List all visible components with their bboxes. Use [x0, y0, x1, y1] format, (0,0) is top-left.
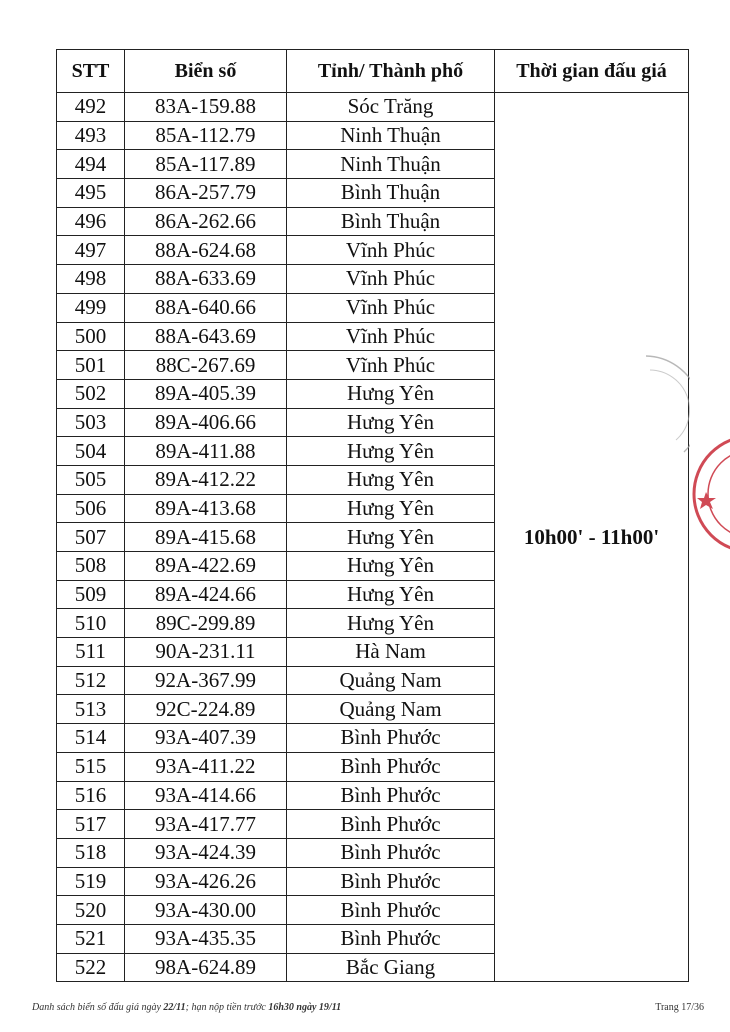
row-stt: 520 — [57, 896, 125, 925]
row-stt: 496 — [57, 207, 125, 236]
row-stt: 500 — [57, 322, 125, 351]
row-plate: 86A-262.66 — [125, 207, 287, 236]
header-time: Thời gian đấu giá — [495, 50, 689, 93]
row-province: Quảng Nam — [287, 695, 495, 724]
row-province: Sóc Trăng — [287, 93, 495, 122]
row-stt: 507 — [57, 523, 125, 552]
row-stt: 493 — [57, 121, 125, 150]
footer-note: Danh sách biển số đấu giá ngày 22/11; hạn nộp tiền trước 16h30 ngày 19/11 — [32, 1002, 342, 1013]
table-header-row — [57, 50, 689, 93]
row-province: Bình Thuận — [287, 179, 495, 208]
row-plate: 93A-424.39 — [125, 838, 287, 867]
row-stt: 494 — [57, 150, 125, 179]
row-province: Hưng Yên — [287, 523, 495, 552]
table-body — [57, 93, 689, 982]
header-province: Tỉnh/ Thành phố — [287, 50, 495, 93]
row-stt: 492 — [57, 93, 125, 122]
table-row — [57, 93, 689, 122]
row-province: Hưng Yên — [287, 408, 495, 437]
row-stt: 511 — [57, 638, 125, 667]
row-plate: 89C-299.89 — [125, 609, 287, 638]
header-plate: Biển số — [125, 50, 287, 93]
row-province: Vĩnh Phúc — [287, 236, 495, 265]
row-province: Ninh Thuận — [287, 150, 495, 179]
row-stt: 499 — [57, 293, 125, 322]
row-plate: 89A-411.88 — [125, 437, 287, 466]
row-stt: 521 — [57, 924, 125, 953]
row-province: Bình Phước — [287, 838, 495, 867]
row-province: Hưng Yên — [287, 552, 495, 581]
row-stt: 512 — [57, 666, 125, 695]
row-province: Hưng Yên — [287, 580, 495, 609]
row-plate: 85A-112.79 — [125, 121, 287, 150]
row-plate: 89A-412.22 — [125, 465, 287, 494]
row-province: Hưng Yên — [287, 465, 495, 494]
row-stt: 504 — [57, 437, 125, 466]
row-province: Bình Phước — [287, 810, 495, 839]
row-plate: 88A-633.69 — [125, 265, 287, 294]
row-plate: 93A-414.66 — [125, 781, 287, 810]
row-stt: 516 — [57, 781, 125, 810]
page-footer — [32, 1002, 704, 1020]
row-plate: 93A-417.77 — [125, 810, 287, 839]
row-province: Hưng Yên — [287, 379, 495, 408]
row-province: Vĩnh Phúc — [287, 322, 495, 351]
row-plate: 88C-267.69 — [125, 351, 287, 380]
row-stt: 517 — [57, 810, 125, 839]
auction-time: 10h00' - 11h00' — [495, 93, 689, 982]
row-stt: 519 — [57, 867, 125, 896]
row-stt: 498 — [57, 265, 125, 294]
row-province: Bình Thuận — [287, 207, 495, 236]
row-stt: 515 — [57, 752, 125, 781]
row-province: Vĩnh Phúc — [287, 351, 495, 380]
row-plate: 83A-159.88 — [125, 93, 287, 122]
official-seal — [690, 432, 730, 562]
row-stt: 518 — [57, 838, 125, 867]
row-province: Bình Phước — [287, 867, 495, 896]
row-province: Bắc Giang — [287, 953, 495, 982]
row-plate: 92A-367.99 — [125, 666, 287, 695]
row-stt: 503 — [57, 408, 125, 437]
row-province: Bình Phước — [287, 924, 495, 953]
row-stt: 495 — [57, 179, 125, 208]
row-stt: 522 — [57, 953, 125, 982]
row-province: Vĩnh Phúc — [287, 293, 495, 322]
row-stt: 506 — [57, 494, 125, 523]
row-province: Bình Phước — [287, 896, 495, 925]
row-plate: 89A-413.68 — [125, 494, 287, 523]
row-province: Ninh Thuận — [287, 121, 495, 150]
row-plate: 89A-424.66 — [125, 580, 287, 609]
row-stt: 508 — [57, 552, 125, 581]
page-number: Trang 17/36 — [655, 1002, 704, 1013]
row-province: Bình Phước — [287, 752, 495, 781]
row-province: Quảng Nam — [287, 666, 495, 695]
header-stt: STT — [57, 50, 125, 93]
row-plate: 85A-117.89 — [125, 150, 287, 179]
row-plate: 98A-624.89 — [125, 953, 287, 982]
row-province: Hưng Yên — [287, 494, 495, 523]
row-plate: 93A-411.22 — [125, 752, 287, 781]
row-plate: 89A-415.68 — [125, 523, 287, 552]
row-plate: 89A-406.66 — [125, 408, 287, 437]
row-province: Bình Phước — [287, 724, 495, 753]
row-stt: 514 — [57, 724, 125, 753]
row-plate: 86A-257.79 — [125, 179, 287, 208]
seal-imprint — [640, 352, 690, 472]
row-province: Hà Nam — [287, 638, 495, 667]
row-plate: 93A-426.26 — [125, 867, 287, 896]
row-plate: 89A-422.69 — [125, 552, 287, 581]
row-province: Hưng Yên — [287, 609, 495, 638]
row-plate: 93A-435.35 — [125, 924, 287, 953]
auction-table — [56, 49, 689, 982]
row-plate: 88A-640.66 — [125, 293, 287, 322]
payment-deadline: 16h30 ngày 19/11 — [268, 1002, 342, 1013]
row-stt: 505 — [57, 465, 125, 494]
row-stt: 502 — [57, 379, 125, 408]
row-stt: 497 — [57, 236, 125, 265]
row-province: Bình Phước — [287, 781, 495, 810]
row-province: Hưng Yên — [287, 437, 495, 466]
row-plate: 93A-430.00 — [125, 896, 287, 925]
row-stt: 513 — [57, 695, 125, 724]
row-plate: 92C-224.89 — [125, 695, 287, 724]
row-stt: 510 — [57, 609, 125, 638]
row-plate: 88A-624.68 — [125, 236, 287, 265]
row-stt: 509 — [57, 580, 125, 609]
auction-date: 22/11 — [163, 1002, 186, 1013]
row-plate: 89A-405.39 — [125, 379, 287, 408]
row-plate: 93A-407.39 — [125, 724, 287, 753]
row-plate: 90A-231.11 — [125, 638, 287, 667]
row-stt: 501 — [57, 351, 125, 380]
row-plate: 88A-643.69 — [125, 322, 287, 351]
row-province: Vĩnh Phúc — [287, 265, 495, 294]
